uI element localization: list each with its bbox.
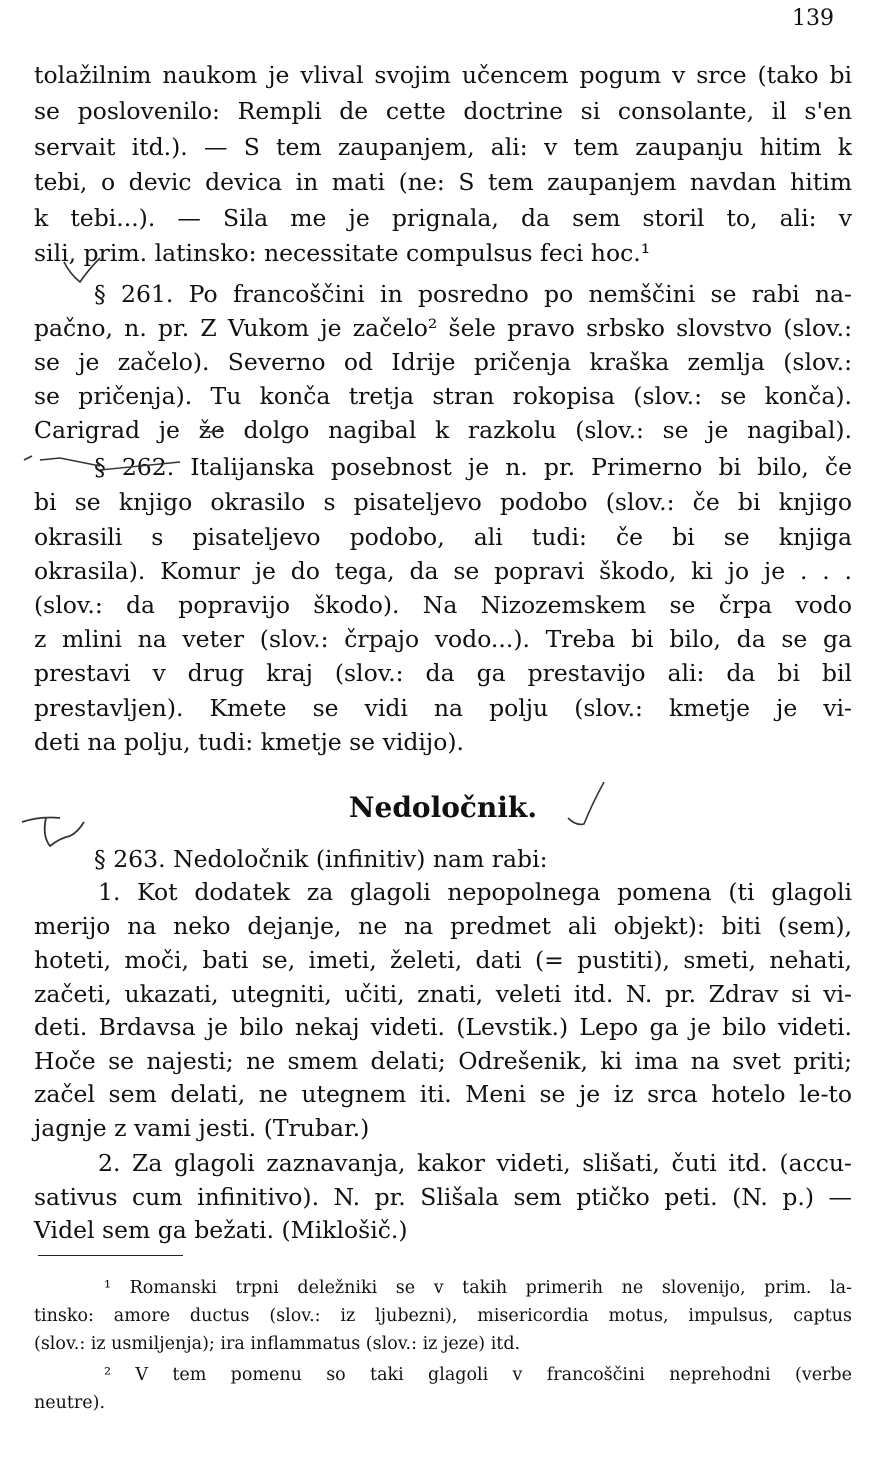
text-line: začeti, ukazati, utegniti, učiti, znati, veleti itd. N. pr. Zdrav si vi- — [34, 980, 852, 1008]
text-line: pačno, n. pr. Z Vukom je začelo² šele pravo srbsko slovstvo (slov.: — [34, 314, 852, 342]
text-line: začel sem delati, ne utegnem iti. Meni se je iz srca hotelo le-to — [34, 1080, 852, 1108]
text-line: § 263. Nedoločnik (infinitiv) nam rabi: — [94, 845, 548, 873]
text-line: (slov.: da popravijo škodo). Na Nizozemskem se črpa vodo — [34, 591, 852, 619]
footnote-line: ² V tem pomenu so taki glagoli v francoščini neprehodni (verbe — [104, 1365, 852, 1385]
text-line: tebi, o devic devica in mati (ne: S tem zaupanjem navdan hitim — [34, 168, 852, 196]
footnote-line: tinsko: amore ductus (slov.: iz ljubezni), misericordia motus, impulsus, captus — [34, 1306, 852, 1326]
footnote-line: (slov.: iz usmiljenja); ira inflammatus (slov.: iz jeze) itd. — [34, 1334, 521, 1354]
text-line: 1. Kot dodatek za glagoli nepopolnega pomena (ti glagoli — [98, 878, 852, 906]
page-number: 139 — [792, 6, 834, 31]
text-line: bi se knjigo okrasilo s pisateljevo podobo (slov.: če bi knjigo — [34, 488, 852, 516]
text-line: okrasili s pisateljevo podobo, ali tudi: če bi se knjiga — [34, 523, 852, 551]
text-line: merijo na neko dejanje, ne na predmet ali objekt): biti (sem), — [34, 912, 852, 940]
text-line: prestavi v drug kraj (slov.: da ga prestavijo ali: da bi bil — [34, 659, 852, 687]
text-line: servait itd.). — S tem zaupanjem, ali: v tem zaupanju hitim k — [34, 133, 852, 161]
text-line: tolažilnim naukom je vlival svojim učencem pogum v srce (tako bi — [34, 61, 852, 89]
text-line: prestavljen). Kmete se vidi na polju (slov.: kmetje je vi- — [34, 694, 852, 722]
text-line: jagnje z vami jesti. (Trubar.) — [34, 1114, 370, 1142]
text-line: se poslovenilo: Rempli de cette doctrine si consolante, il s'en — [34, 97, 852, 125]
text-line: sativus cum infinitivo). N. pr. Slišala sem ptičko peti. (N. p.) — — [34, 1183, 852, 1211]
footnote-line: ¹ Romanski trpni deležniki se v takih primerih ne slovenijo, prim. la- — [104, 1278, 852, 1298]
text-line: § 262. Italijanska posebnost je n. pr. Primerno bi bilo, če — [94, 453, 852, 481]
text-line: § 261. Po francoščini in posredno po nemščini se rabi na- — [94, 280, 852, 308]
text-line: 2. Za glagoli zaznavanja, kakor videti, slišati, čuti itd. (accu- — [98, 1149, 852, 1177]
text-line: sili, prim. latinsko: necessitate compulsus feci hoc.¹ — [34, 239, 651, 267]
footnote-line: neutre). — [34, 1393, 106, 1413]
text-line: z mlini na veter (slov.: črpajo vodo...). Treba bi bilo, da se ga — [34, 625, 852, 653]
pencil-margin-mark — [24, 456, 100, 466]
section-heading: Nedoločnik. — [348, 791, 538, 824]
text-line: se je začelo). Severno od Idrije pričenja kraška zemlja (slov.: — [34, 348, 852, 376]
text-line: okrasila). Komur je do tega, da se popravi škodo, ki jo je . . . — [34, 557, 852, 585]
text-line: Hoče se najesti; ne smem delati; Odrešenik, ki ima na svet priti; — [34, 1047, 852, 1075]
footnote-rule — [38, 1255, 183, 1256]
text-line: deti. Brdavsa je bilo nekaj videti. (Levstik.) Lepo ga je bilo videti. — [34, 1013, 852, 1041]
text-line: se pričenja). Tu konča tretja stran rokopisa (slov.: se konča). — [34, 382, 852, 410]
text-line: k tebi...). — Sila me je prignala, da sem storil to, ali: v — [34, 204, 852, 232]
text-line: deti na polju, tudi: kmetje se vidijo). — [34, 728, 464, 756]
text-line: hoteti, moči, bati se, imeti, želeti, dati (= pustiti), smeti, nehati, — [34, 946, 852, 974]
text-line: Carigrad je že dolgo nagibal k razkolu (slov.: se je nagibal). — [34, 416, 852, 444]
text-line: Videl sem ga bežati. (Miklošič.) — [34, 1216, 408, 1244]
